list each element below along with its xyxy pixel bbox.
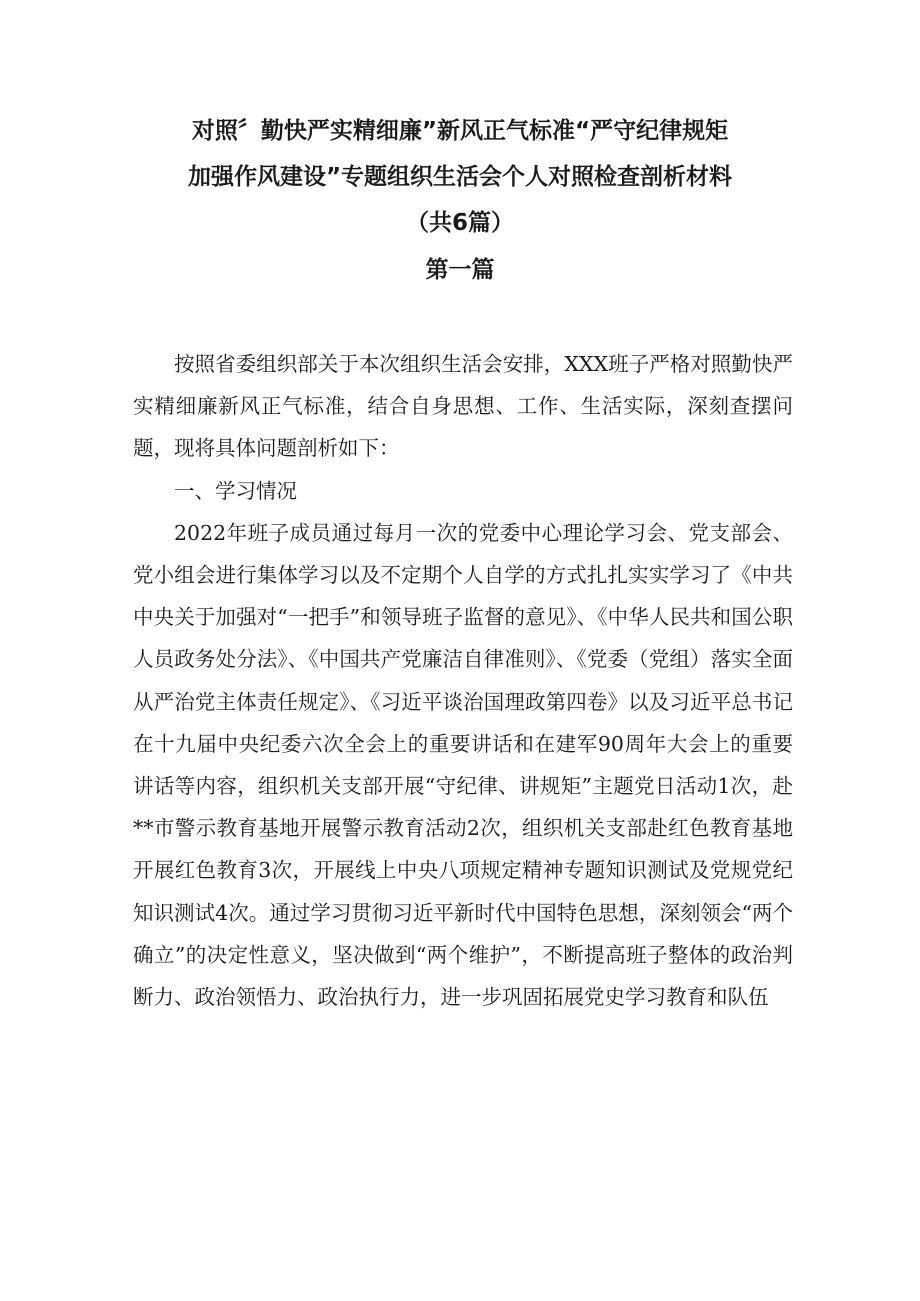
chapter-heading: 第一篇	[425, 257, 495, 283]
title-count: （共6篇）	[405, 210, 514, 236]
section-heading-study: 一、学习情况	[174, 478, 297, 503]
intro-paragraph: 按照省委组织部关于本次组织生活会安排，XXX班子严格对照勤快严实精细廉新风正气标准，结合自身思想、工作、生活实际，深刻查摆问题，现将具体问题剖析如下：	[133, 352, 793, 461]
study-paragraph: 2022年班子成员通过每月一次的党委中心理论学习会、党支部会、党小组会进行集体学习以及不定期个人自学的方式扎扎实实学习了《中共中央关于加强对“一把手”和领导班子监督的意见》、《中华人民共和国公职人员政务处分法》、《中国共产党廉洁自律准则》、《党委（党组）落实全面从严治党主体责任规定》、《习近平谈治国理政第四卷》以及习近平总书记在十九届中央纪委六次全会上的重要讲话和在建军90周年大会上的重要讲话等内容，组织机关支部开展“守纪律、讲规矩”主题党日活动1次，赴**市警示教育基地开展警示教育活动2次，组织机关支部赴红色教育基地开展红色教育3次，开展线上中央八项规定精神专题知识测试及党规党纪知识测试4次。通过学习贯彻习近平新时代中国特色思想，深刻领会“两个确立”的决定性意义，坚决做到“两个维护”，不断提高班子整体的政治判断力、政治领悟力、政治执行力，进一步巩固拓展党史学习教育和队伍	[133, 520, 793, 1010]
document-title	[0, 108, 920, 294]
document-body	[133, 343, 793, 1018]
title-line-1: 对照〞勤快严实精细廉”新风正气标准“严守纪律规矩	[191, 118, 729, 144]
title-line-2: 加强作风建设”专题组织生活会个人对照检查剖析材料	[187, 164, 733, 190]
